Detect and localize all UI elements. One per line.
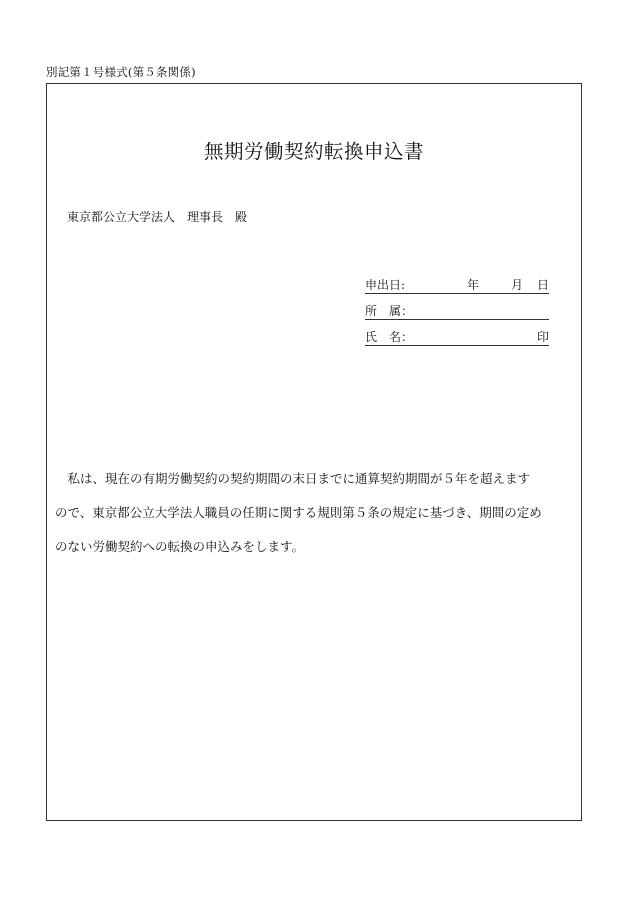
statement-line: のない労働契約への転換の申込みをします。 (55, 539, 305, 554)
statement-line: ので、東京都公立大学法人職員の任期に関する規則第５条の規定に基づき、期間の定め (55, 505, 542, 520)
application-date-month: 月 (511, 278, 524, 292)
name-label: 氏 名： (365, 330, 414, 344)
addressee: 東京都公立大学法人 理事長 殿 (67, 210, 248, 224)
affiliation-field[interactable] (365, 302, 549, 320)
application-statement (55, 462, 577, 564)
application-date-field[interactable] (365, 276, 549, 294)
application-date-year: 年 (467, 278, 480, 292)
statement-line: 私は、現在の有期労働契約の契約期間の末日までに通算契約期間が５年を超えます (55, 471, 531, 486)
form-number-label: 別記第１号様式(第５条関係) (46, 65, 196, 79)
seal-mark: 印 (537, 330, 550, 344)
application-date-label: 申出日: (365, 278, 406, 292)
form-frame (46, 83, 582, 821)
application-date-day: 日 (537, 278, 550, 292)
affiliation-label: 所 属： (365, 304, 414, 318)
name-field[interactable] (365, 328, 549, 346)
document-title: 無期労働契約転換申込書 (203, 140, 424, 163)
